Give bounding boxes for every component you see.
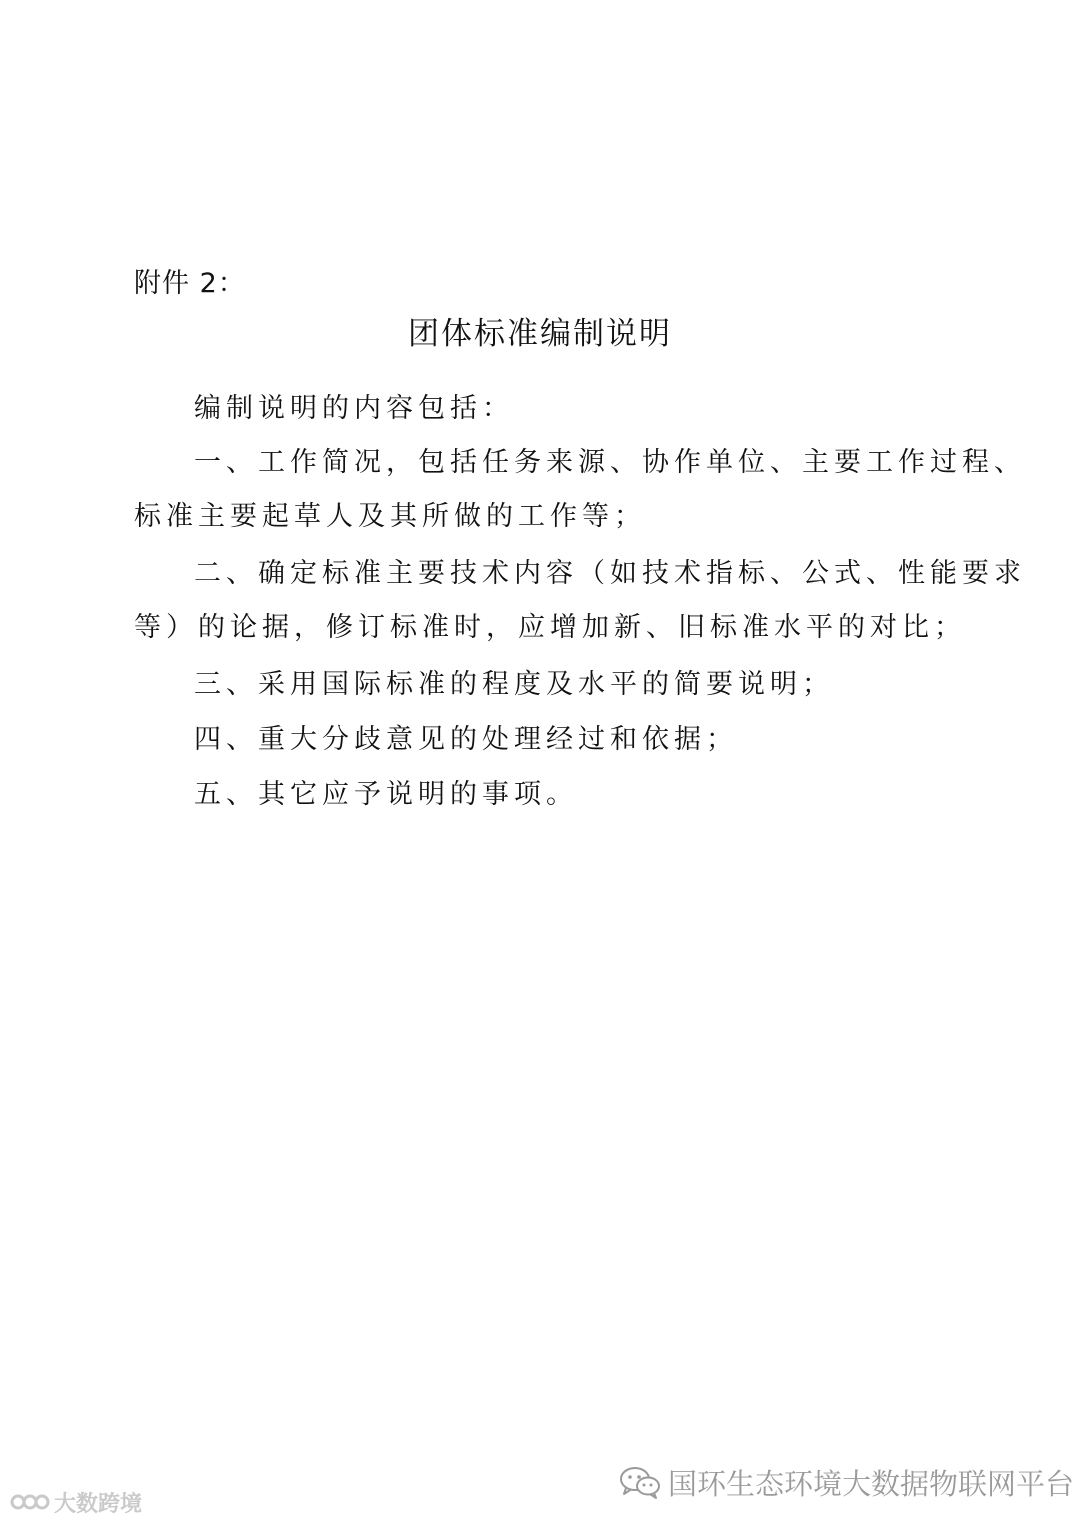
list-item [134,436,1026,544]
list-item [134,713,954,767]
list-item-line: 二、确定标准主要技术内容（如技术指标、公式、性能要求 [194,558,1026,589]
intro-paragraph [134,382,954,436]
wechat-icon [618,1464,662,1500]
list-item [134,547,1026,655]
list-item-line: 四、重大分歧意见的处理经过和依据； [194,724,738,755]
intro-text: 编制说明的内容包括： [194,393,514,424]
attachment-label: 附件 2： [134,268,246,299]
list-item [134,658,954,712]
list-item-line: 一、工作简况，包括任务来源、协作单位、主要工作过程、 [194,447,1026,478]
list-item-line: 五、其它应予说明的事项。 [194,779,578,810]
document-title: 团体标准编制说明 [408,316,672,352]
brand-watermark [10,1486,142,1518]
list-item [134,768,954,822]
brand-logo-icon [10,1489,50,1515]
brand-name: 大数跨境 [54,1491,143,1517]
wechat-account-name: 国环生态环境大数据物联网平台 [668,1466,1075,1501]
list-item-line: 标准主要起草人及其所做的工作等； [134,501,646,532]
list-item-line: 等）的论据，修订标准时，应增加新、旧标准水平的对比； [134,612,966,643]
wechat-watermark [618,1462,1074,1502]
list-item-line: 三、采用国际标准的程度及水平的简要说明； [194,669,834,700]
